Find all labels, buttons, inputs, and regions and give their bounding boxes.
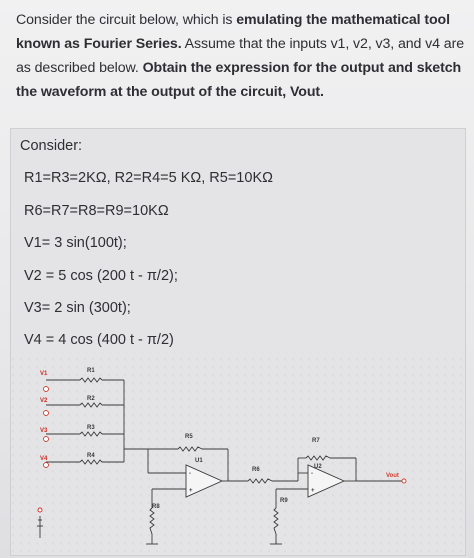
source-v2-line: V2 = 5 cos (200 t - π/2); [24, 268, 178, 284]
output-node [402, 479, 406, 483]
source-v2-icon [44, 411, 49, 416]
label-vout: Vout [386, 473, 399, 479]
question-part-2: emulating the mathematical tool known as Fourier Series. [16, 12, 450, 52]
label-r8: R8 [152, 504, 160, 510]
source-v1-icon [44, 387, 49, 392]
svg-text:+: + [189, 488, 193, 494]
label-r2: R2 [87, 396, 95, 402]
circuit-schematic [12, 358, 464, 554]
source-v3-icon [44, 437, 49, 442]
source-v1-line: V1= 3 sin(100t); [24, 235, 127, 251]
label-v2: V2 [40, 398, 48, 404]
svg-text:+: + [311, 488, 315, 494]
svg-text:-: - [311, 471, 313, 477]
label-r4: R4 [87, 453, 95, 459]
source-v4-icon [44, 463, 49, 468]
label-r1: R1 [87, 368, 95, 374]
label-r9: R9 [280, 498, 288, 504]
label-r3: R3 [87, 425, 95, 431]
question-part-4: Obtain the expression for the output and sketch the waveform at the output of the circuit, Vout. [16, 60, 462, 100]
svg-text:-: - [189, 471, 191, 477]
question-text [16, 8, 464, 104]
label-v3: V3 [40, 428, 48, 434]
source-v3-line: V3= 2 sin (300t); [24, 300, 131, 316]
resistor-values-line-2: R6=R7=R8=R9=10KΩ [24, 203, 169, 219]
label-u1: U1 [195, 458, 203, 464]
label-r6: R6 [252, 467, 260, 473]
label-v4: V4 [40, 456, 48, 462]
question-part-1: Consider the circuit below, which is [16, 12, 237, 28]
consider-title: Consider: [20, 138, 83, 154]
label-u2: U2 [314, 464, 322, 470]
label-r5: R5 [185, 434, 193, 440]
label-v1: V1 [40, 371, 48, 377]
source-v4-line: V4 = 4 cos (400 t - π/2) [24, 332, 174, 348]
resistor-values-line-1: R1=R3=2KΩ, R2=R4=5 KΩ, R5=10KΩ [24, 170, 273, 186]
label-r7: R7 [312, 438, 320, 444]
question-part-3: Assume that the inputs v1, v2, v3, and v4 are as described below. [16, 36, 465, 76]
